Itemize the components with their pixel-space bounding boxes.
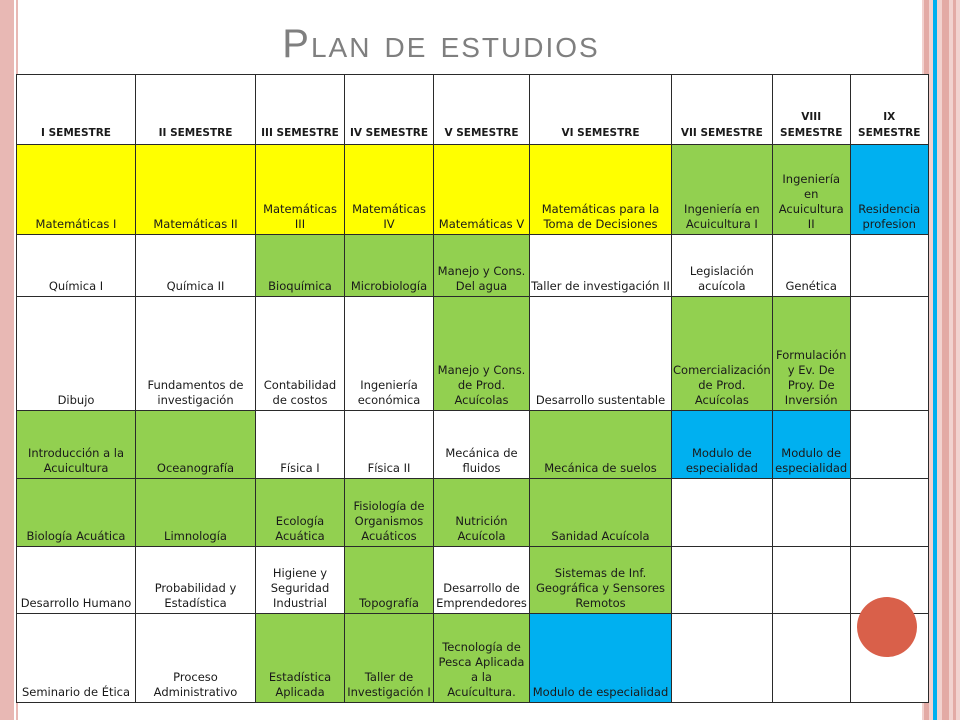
course-cell: Mecánica de fluidos: [434, 411, 530, 479]
table-row: [17, 145, 929, 235]
course-cell: Taller de Investigación I: [345, 614, 434, 703]
course-cell: Proceso Administrativo: [136, 614, 256, 703]
course-cell: [850, 479, 928, 547]
course-cell: Desarrollo de Emprendedores: [434, 547, 530, 614]
course-cell: Nutrición Acuícola: [434, 479, 530, 547]
course-cell: [772, 479, 850, 547]
course-cell: Estadística Aplicada: [256, 614, 345, 703]
course-cell: [850, 235, 928, 297]
course-cell: Manejo y Cons. de Prod. Acuícolas: [434, 297, 530, 411]
left-decorative-band: [0, 0, 14, 720]
course-cell: Sistemas de Inf. Geográfica y Sensores Remotos: [530, 547, 672, 614]
semester-header: VIII SEMESTRE: [772, 75, 850, 145]
course-cell: Contabilidad de costos: [256, 297, 345, 411]
course-cell: Genética: [772, 235, 850, 297]
table-row: [17, 479, 929, 547]
course-cell: Matemáticas IV: [345, 145, 434, 235]
course-cell: Fundamentos de investigación: [136, 297, 256, 411]
course-cell: Manejo y Cons. Del agua: [434, 235, 530, 297]
semester-header: VII SEMESTRE: [672, 75, 773, 145]
course-cell: Seminario de Ética: [17, 614, 136, 703]
course-cell: Modulo de especialidad: [530, 614, 672, 703]
course-cell: Mecánica de suelos: [530, 411, 672, 479]
course-cell: Ingeniería en Acuicultura II: [772, 145, 850, 235]
semester-header: V SEMESTRE: [434, 75, 530, 145]
curriculum-table: [16, 74, 929, 703]
semester-header: IX SEMESTRE: [850, 75, 928, 145]
course-cell: Formulación y Ev. De Proy. De Inversión: [772, 297, 850, 411]
course-cell: Química II: [136, 235, 256, 297]
course-cell: Matemáticas I: [17, 145, 136, 235]
course-cell: Legislación acuícola: [672, 235, 773, 297]
table-row: [17, 411, 929, 479]
course-cell: Desarrollo sustentable: [530, 297, 672, 411]
course-cell: Taller de investigación II: [530, 235, 672, 297]
course-cell: [672, 479, 773, 547]
right-stripe: [953, 0, 956, 720]
course-cell: Microbiología: [345, 235, 434, 297]
course-cell: Modulo de especialidad: [672, 411, 773, 479]
semester-header: VI SEMESTRE: [530, 75, 672, 145]
course-cell: Física II: [345, 411, 434, 479]
course-cell: Tecnología de Pesca Aplicada a la Acuícultura.: [434, 614, 530, 703]
course-cell: Matemáticas para la Toma de Decisiones: [530, 145, 672, 235]
course-cell: Desarrollo Humano: [17, 547, 136, 614]
course-cell: [850, 411, 928, 479]
course-cell: Dibujo: [17, 297, 136, 411]
course-cell: Higiene y Seguridad Industrial: [256, 547, 345, 614]
course-cell: Modulo de especialidad: [772, 411, 850, 479]
course-cell: Bioquímica: [256, 235, 345, 297]
slide-title: Plan de estudios: [282, 22, 600, 66]
course-cell: [850, 297, 928, 411]
course-cell: Ecología Acuática: [256, 479, 345, 547]
course-cell: Física I: [256, 411, 345, 479]
semester-header: II SEMESTRE: [136, 75, 256, 145]
course-cell: Probabilidad y Estadística: [136, 547, 256, 614]
table-row: [17, 547, 929, 614]
course-cell: Matemáticas II: [136, 145, 256, 235]
course-cell: Limnología: [136, 479, 256, 547]
course-cell: Introducción a la Acuicultura: [17, 411, 136, 479]
course-cell: Residencia profesion: [850, 145, 928, 235]
course-cell: Oceanografía: [136, 411, 256, 479]
right-stripe: [933, 0, 937, 720]
table-row: [17, 235, 929, 297]
right-stripe: [942, 0, 949, 720]
course-cell: [772, 614, 850, 703]
decorative-circle: [857, 597, 917, 657]
semester-header: III SEMESTRE: [256, 75, 345, 145]
semester-header: I SEMESTRE: [17, 75, 136, 145]
table-row: [17, 614, 929, 703]
course-cell: Topografía: [345, 547, 434, 614]
header-row: [17, 75, 929, 145]
course-cell: Biología Acuática: [17, 479, 136, 547]
course-cell: Ingeniería económica: [345, 297, 434, 411]
course-cell: Sanidad Acuícola: [530, 479, 672, 547]
table-row: [17, 297, 929, 411]
semester-header: IV SEMESTRE: [345, 75, 434, 145]
course-cell: Ingeniería en Acuicultura I: [672, 145, 773, 235]
course-cell: Fisiología de Organismos Acuáticos: [345, 479, 434, 547]
course-cell: Matemáticas V: [434, 145, 530, 235]
course-cell: Matemáticas III: [256, 145, 345, 235]
course-cell: [672, 614, 773, 703]
course-cell: [772, 547, 850, 614]
course-cell: [672, 547, 773, 614]
course-cell: Química I: [17, 235, 136, 297]
course-cell: Comercialización de Prod. Acuícolas: [672, 297, 773, 411]
